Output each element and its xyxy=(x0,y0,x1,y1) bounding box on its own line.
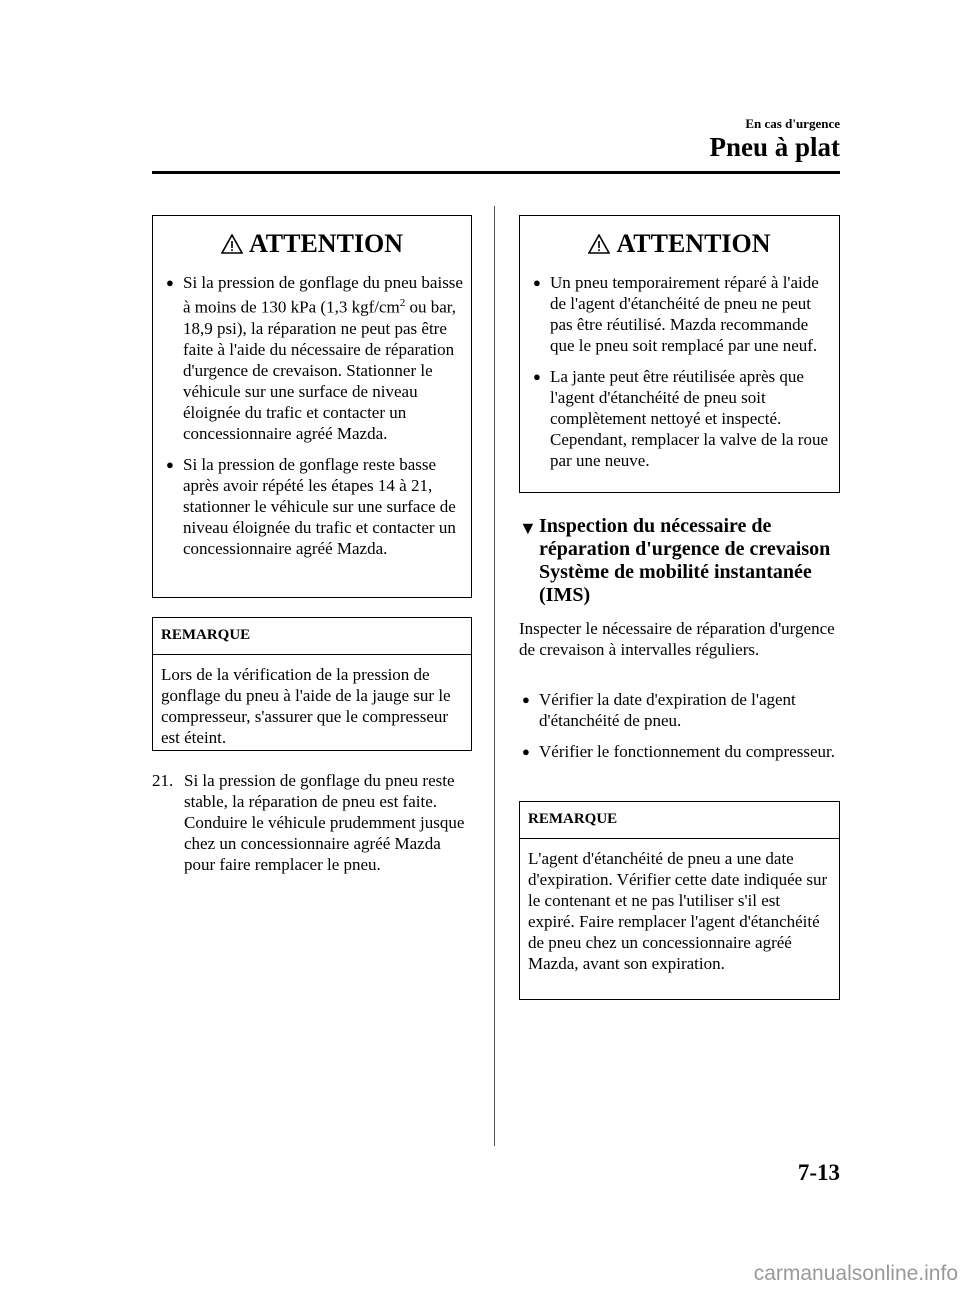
attention-item-text-cont: ou bar, 18,9 psi), la réparation ne peut pas être faite à l'aide du nécessaire de réparation d'urgence de crevaison. Stationner le véhicule sur une surface de niveau éloignée du trafic et contacter un concessionnaire agréé Mazda. xyxy=(183,297,456,443)
bullet-icon: ● xyxy=(533,275,541,290)
remarque-box-right xyxy=(519,801,840,1000)
section-heading-text: Inspection du nécessaire de réparation d'urgence de crevaison Système de mobilité instantanée (IMS) xyxy=(539,515,831,606)
attention-heading xyxy=(153,226,471,264)
attention-box-left xyxy=(152,215,472,598)
check-list-item-text: Vérifier le fonctionnement du compresseur. xyxy=(539,742,835,761)
bullet-icon: ● xyxy=(166,456,174,472)
intro-paragraph: Inspecter le nécessaire de réparation d'urgence de crevaison à intervalles réguliers. xyxy=(519,619,835,659)
attention-heading-text: ATTENTION xyxy=(248,229,404,258)
attention-box-right xyxy=(519,215,840,493)
watermark: carmanualsonline.info xyxy=(753,1262,958,1285)
bullet-icon: ● xyxy=(533,369,541,384)
attention-list xyxy=(520,272,839,471)
check-list-item xyxy=(522,741,840,762)
remarque-title: REMARQUE xyxy=(153,618,471,655)
attention-item xyxy=(166,454,463,559)
check-list xyxy=(519,689,840,772)
attention-item-text: La jante peut être réutilisée après que l'agent d'étanchéité de pneu soit complètement nettoyé et inspecté. Cependant, remplacer la valve de la roue par une neuve. xyxy=(550,367,829,470)
check-list-item-text: Vérifier la date d'expiration de l'agent d'étanchéité de pneu. xyxy=(539,690,796,730)
warning-triangle-icon xyxy=(221,228,243,264)
page-number: 7-13 xyxy=(797,1160,840,1185)
triangle-down-icon: ▼ xyxy=(519,518,537,538)
page-title: Pneu à plat xyxy=(709,132,840,162)
attention-item xyxy=(533,366,831,471)
remarque-body: Lors de la vérification de la pression de gonflage du pneu à l'aide de la jauge sur le compresseur, s'assurer que le compresseur est éteint. xyxy=(161,665,451,747)
remarque-box-left xyxy=(152,617,472,751)
attention-item-text: Si la pression de gonflage reste basse après avoir répété les étapes 14 à 21, stationner le véhicule sur une surface de niveau éloignée du trafic et contacter un concessionnaire agréé Mazda. xyxy=(183,454,456,558)
bullet-icon: ● xyxy=(522,744,530,759)
attention-item-text: Un pneu temporairement réparé à l'aide de l'agent d'étanchéité de pneu ne peut pas être réutilisé. Mazda recommande que le pneu soit remplacé par une neuf. xyxy=(550,273,819,355)
bullet-icon: ● xyxy=(522,692,530,707)
attention-list xyxy=(153,272,471,559)
superscript: 2 xyxy=(399,297,406,309)
column-divider xyxy=(494,206,495,1146)
remarque-title: REMARQUE xyxy=(520,802,839,839)
attention-heading-text: ATTENTION xyxy=(616,229,771,258)
bullet-icon: ● xyxy=(166,275,174,290)
attention-item-text: Si la pression de gonflage du pneu baisse à moins de 130 kPa (1,3 kgf/cm xyxy=(183,273,463,317)
step-number: 21. xyxy=(152,771,174,790)
header-rule xyxy=(152,171,840,174)
step-text: Si la pression de gonflage du pneu reste stable, la réparation de pneu est faite. Conduire le véhicule prudemment jusque chez un concessionnaire agréé Mazda pour faire remplacer le pneu. xyxy=(184,771,465,874)
warning-triangle-icon xyxy=(588,228,610,264)
attention-item xyxy=(166,272,463,444)
section-label: En cas d'urgence xyxy=(745,116,840,131)
check-list-item xyxy=(522,689,840,731)
attention-item xyxy=(533,272,831,356)
step-21 xyxy=(152,770,472,875)
attention-heading xyxy=(520,226,839,264)
section-heading xyxy=(519,515,840,607)
remarque-body: L'agent d'étanchéité de pneu a une date d'expiration. Vérifier cette date indiquée sur le contenant et ne pas l'utiliser s'il est expiré. Faire remplacer l'agent d'étanchéité de pneu chez un concessionnaire agréé Mazda, avant son expiration. xyxy=(528,849,828,973)
